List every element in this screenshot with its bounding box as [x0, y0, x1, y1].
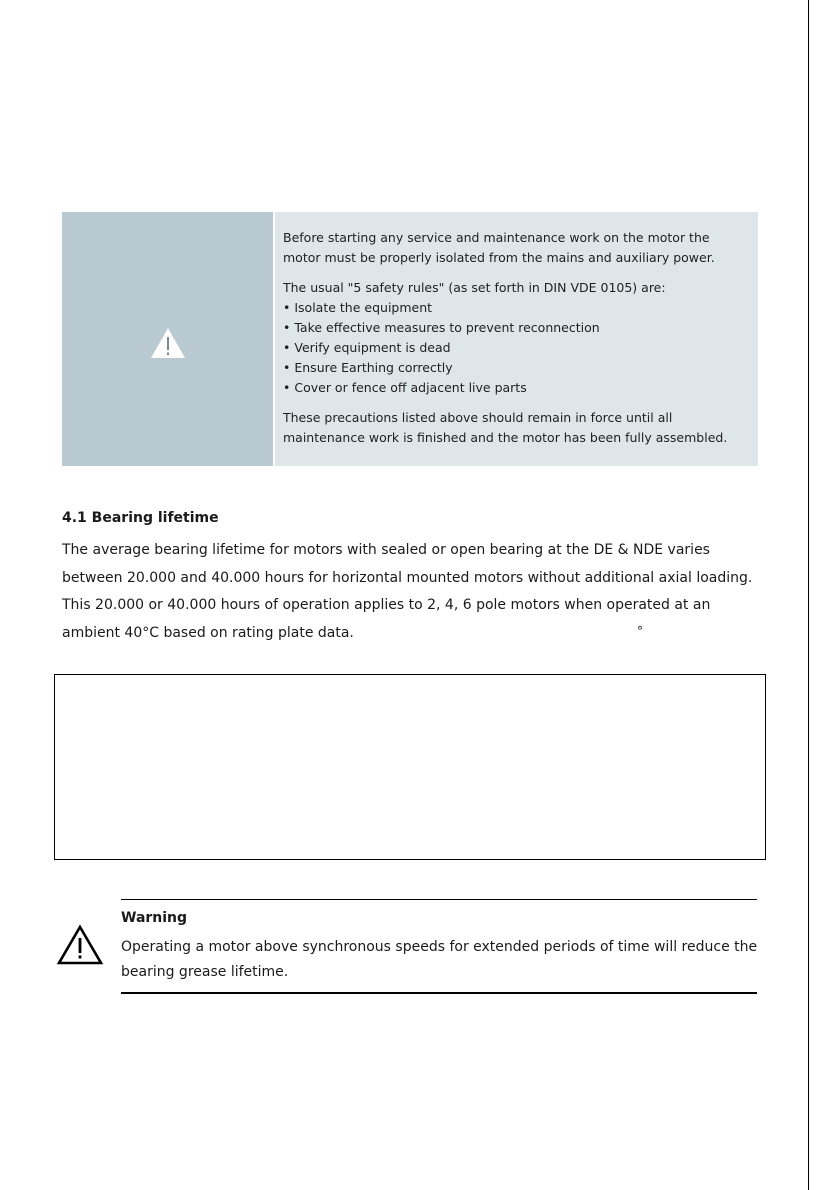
safety-intro: Before starting any service and maintenance work on the motor the motor must be properly isolated from the mains and auxiliary power. — [283, 230, 715, 265]
safety-text-panel — [275, 212, 758, 466]
section-body: The average bearing lifetime for motors with sealed or open bearing at the DE & NDE varies between 20.000 and 40.000 hours for horizontal mounted motors without additional axial loading. This 20.000 or 40.000 hours of operation applies to 2, 4, 6 pole motors when operated at an ambient 40°C based on rating plate data. — [62, 542, 753, 641]
safety-rule: • Ensure Earthing correctly — [283, 358, 748, 378]
stray-degree-mark: ° — [637, 624, 643, 638]
warning-triangle-icon — [149, 326, 187, 360]
safety-icon-panel — [62, 212, 273, 466]
safety-rules-list — [283, 298, 748, 398]
safety-rule: • Cover or fence off adjacent live parts — [283, 378, 748, 398]
safety-notice-box — [62, 212, 758, 466]
safety-rule: • Take effective measures to prevent reconnection — [283, 318, 748, 338]
warning-title: Warning — [121, 910, 188, 926]
safety-rule: • Verify equipment is dead — [283, 338, 748, 358]
warning-body: Operating a motor above synchronous speeds for extended periods of time will reduce the bearing grease lifetime. — [121, 939, 758, 980]
section-heading: 4.1 Bearing lifetime — [62, 510, 219, 526]
warning-bottom-rule — [121, 992, 757, 994]
safety-rule: • Isolate the equipment — [283, 298, 748, 318]
safety-rules-intro: The usual "5 safety rules" (as set forth in DIN VDE 0105) are: — [283, 280, 666, 295]
warning-top-rule — [121, 899, 757, 900]
empty-content-box — [54, 674, 766, 860]
safety-closing: These precautions listed above should remain in force until all maintenance work is finished and the motor has been fully assembled. — [283, 410, 728, 445]
warning-triangle-icon — [56, 924, 104, 966]
page-edge-line — [808, 0, 809, 1190]
